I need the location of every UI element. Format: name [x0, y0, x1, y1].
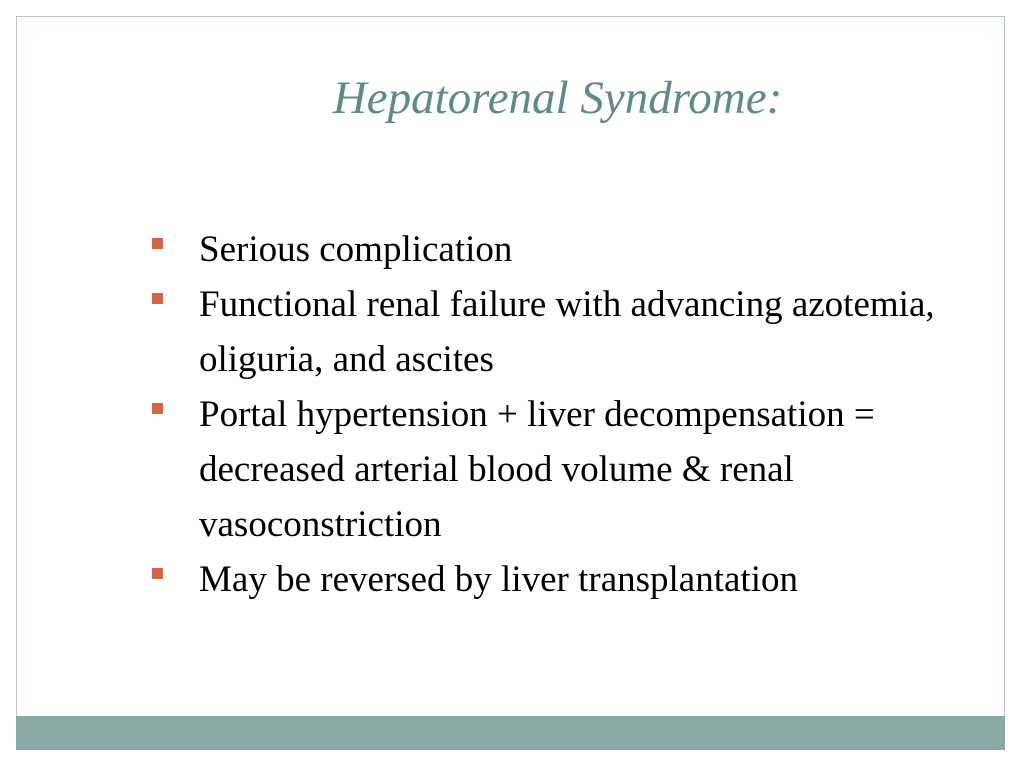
- bullet-text: May be reversed by liver transplantation: [199, 559, 798, 600]
- bullet-list: [148, 222, 938, 607]
- list-item: [148, 222, 938, 277]
- list-item: [148, 387, 938, 552]
- square-bullet-icon: [152, 293, 163, 304]
- list-item: [148, 277, 938, 387]
- square-bullet-icon: [152, 403, 163, 414]
- bullet-text: Serious complication: [199, 229, 513, 270]
- footer-band: [16, 716, 1005, 750]
- bullet-text: Portal hypertension + liver decompensation = decreased arterial blood volume & renal vasoconstriction: [199, 394, 875, 545]
- slide-title: Hepatorenal Syndrome:: [332, 72, 783, 124]
- list-item: [148, 552, 938, 607]
- square-bullet-icon: [152, 568, 163, 579]
- square-bullet-icon: [152, 238, 163, 249]
- bullet-text: Functional renal failure with advancing azotemia, oliguria, and ascites: [199, 284, 935, 380]
